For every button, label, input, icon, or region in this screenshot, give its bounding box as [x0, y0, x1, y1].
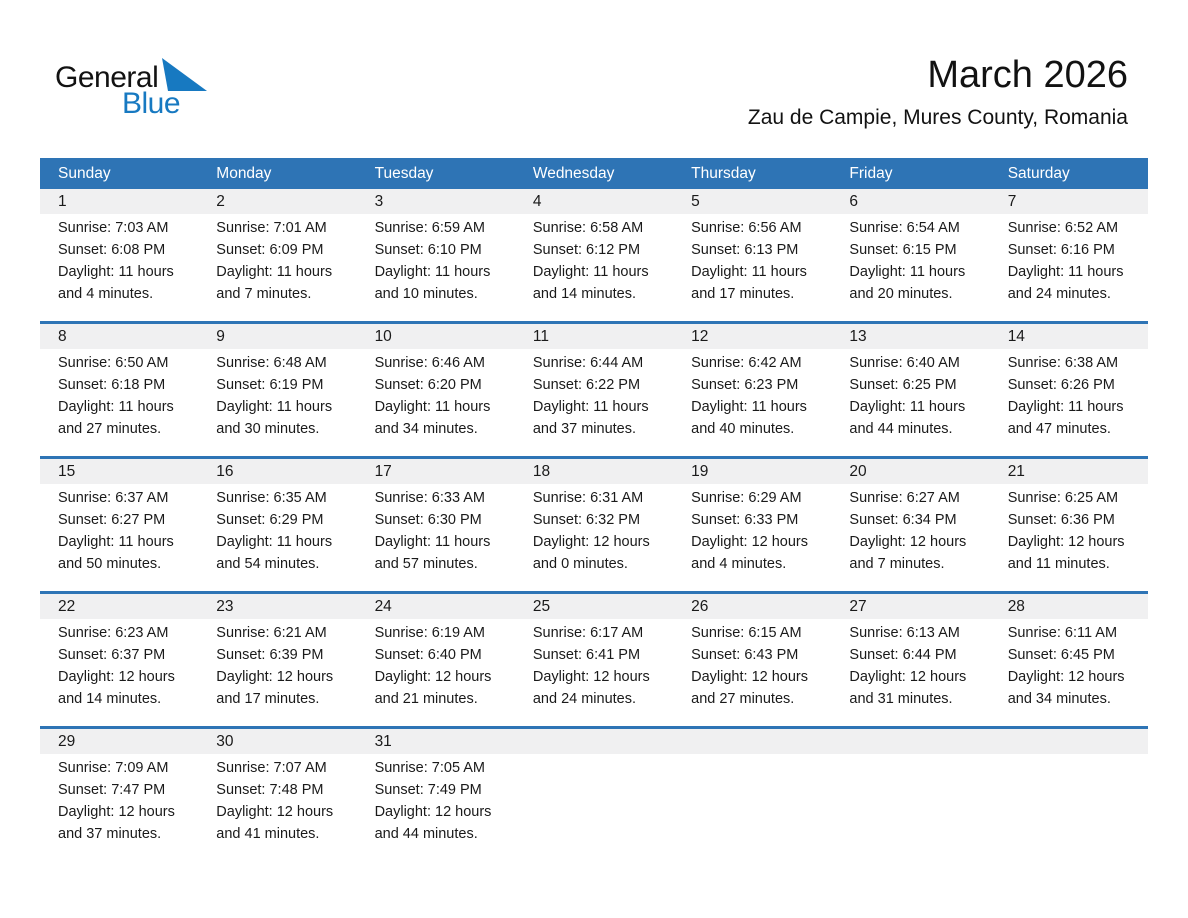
sunset-text: Sunset: 6:16 PM: [1007, 242, 1115, 258]
daylight-hours-text: Daylight: 12 hours: [532, 534, 650, 550]
day-number: 13: [849, 327, 867, 345]
empty-day-cell: [515, 754, 673, 861]
sunset-text: Sunset: 6:09 PM: [216, 242, 324, 258]
daylight-hours-text: Daylight: 12 hours: [1007, 534, 1125, 550]
sunset-text: Sunset: 6:13 PM: [691, 242, 799, 258]
day-cell-details: [40, 214, 198, 321]
daylight-hours-text: Daylight: 11 hours: [216, 534, 333, 550]
day-cell-details: [515, 349, 673, 456]
day-number: 4: [532, 192, 542, 210]
daylight-hours-text: Daylight: 11 hours: [58, 399, 174, 415]
day-number: 5: [691, 192, 700, 210]
daylight-hours-text: Daylight: 11 hours: [849, 399, 966, 415]
day-cell-details: [990, 349, 1148, 456]
sunrise-text: Sunrise: 6:27 AM: [849, 490, 960, 506]
weekday-header-thursday: Thursday: [691, 164, 756, 182]
daylight-minutes-text: and 41 minutes.: [216, 826, 320, 842]
sunset-text: Sunset: 6:26 PM: [1007, 377, 1115, 393]
daylight-hours-text: Daylight: 11 hours: [691, 399, 807, 415]
daylight-hours-text: Daylight: 11 hours: [532, 399, 649, 415]
daylight-hours-text: Daylight: 11 hours: [374, 534, 491, 550]
day-cell-details: [990, 214, 1148, 321]
calendar-weeks: [40, 189, 1148, 861]
sunset-text: Sunset: 6:25 PM: [849, 377, 957, 393]
day-details-row: [40, 619, 1148, 726]
day-number: 31: [374, 732, 392, 750]
day-cell-details: [673, 349, 831, 456]
daylight-minutes-text: and 4 minutes.: [691, 556, 787, 572]
sunrise-text: Sunrise: 6:33 AM: [374, 490, 485, 506]
sunrise-text: Sunrise: 6:25 AM: [1007, 490, 1119, 506]
daylight-minutes-text: and 54 minutes.: [216, 556, 320, 572]
daylight-minutes-text: and 57 minutes.: [374, 556, 478, 572]
empty-day-cell: [831, 754, 989, 861]
daylight-minutes-text: and 44 minutes.: [374, 826, 478, 842]
day-cell-details: [831, 619, 989, 726]
sunset-text: Sunset: 6:33 PM: [691, 512, 799, 528]
sunrise-text: Sunrise: 6:15 AM: [691, 625, 802, 641]
day-cell-details: [198, 214, 356, 321]
day-number: 27: [849, 597, 867, 615]
day-number: 12: [691, 327, 709, 345]
daylight-minutes-text: and 40 minutes.: [691, 421, 795, 437]
daylight-hours-text: Daylight: 12 hours: [849, 669, 967, 685]
daylight-hours-text: Daylight: 12 hours: [374, 669, 492, 685]
daylight-minutes-text: and 10 minutes.: [374, 286, 478, 302]
week-row: [40, 726, 1148, 861]
daylight-hours-text: Daylight: 12 hours: [216, 669, 334, 685]
day-number: 6: [849, 192, 859, 210]
sunrise-text: Sunrise: 6:54 AM: [849, 220, 960, 236]
daylight-minutes-text: and 50 minutes.: [58, 556, 162, 572]
daylight-minutes-text: and 17 minutes.: [691, 286, 795, 302]
day-number: 24: [374, 597, 392, 615]
sunrise-text: Sunrise: 6:35 AM: [216, 490, 327, 506]
page-subtitle: Zau de Campie, Mures County, Romania: [747, 105, 1128, 129]
day-number: 14: [1007, 327, 1025, 345]
date-number-band: [40, 459, 1148, 484]
daylight-hours-text: Daylight: 12 hours: [374, 804, 492, 820]
sunrise-text: Sunrise: 6:46 AM: [374, 355, 485, 371]
day-cell-details: [673, 214, 831, 321]
date-number-band: [40, 324, 1148, 349]
daylight-hours-text: Daylight: 11 hours: [58, 534, 174, 550]
daylight-minutes-text: and 27 minutes.: [58, 421, 162, 437]
day-number: 23: [216, 597, 234, 615]
daylight-hours-text: Daylight: 12 hours: [691, 534, 808, 550]
day-cell-details: [357, 349, 515, 456]
day-cell-details: [40, 349, 198, 456]
daylight-hours-text: Daylight: 12 hours: [849, 534, 967, 550]
day-number: 11: [532, 327, 549, 345]
sunset-text: Sunset: 6:45 PM: [1007, 647, 1115, 663]
date-number-band: [40, 729, 1148, 754]
daylight-minutes-text: and 21 minutes.: [374, 691, 478, 707]
day-cell-details: [40, 484, 198, 591]
daylight-hours-text: Daylight: 12 hours: [58, 804, 175, 820]
day-number: 2: [216, 192, 225, 210]
day-cell-details: [990, 619, 1148, 726]
day-cell-details: [198, 754, 356, 861]
daylight-hours-text: Daylight: 11 hours: [532, 264, 649, 280]
sunrise-text: Sunrise: 6:23 AM: [58, 625, 169, 641]
daylight-hours-text: Daylight: 12 hours: [691, 669, 808, 685]
week-row: [40, 591, 1148, 726]
sunrise-text: Sunrise: 6:48 AM: [216, 355, 327, 371]
date-number-band: [40, 594, 1148, 619]
daylight-minutes-text: and 24 minutes.: [532, 691, 637, 707]
day-cell-details: [357, 619, 515, 726]
day-details-row: [40, 754, 1148, 861]
weekday-header-tuesday: Tuesday: [374, 164, 434, 182]
weekday-header-sunday: Sunday: [58, 164, 111, 182]
empty-day-cell: [990, 754, 1148, 861]
daylight-minutes-text: and 7 minutes.: [849, 556, 945, 572]
empty-day-cell: [673, 754, 831, 861]
sunset-text: Sunset: 6:10 PM: [374, 242, 482, 258]
day-number: 29: [58, 732, 76, 750]
day-cell-details: [515, 214, 673, 321]
daylight-minutes-text: and 4 minutes.: [58, 286, 154, 302]
daylight-hours-text: Daylight: 11 hours: [849, 264, 966, 280]
daylight-hours-text: Daylight: 12 hours: [58, 669, 175, 685]
sunrise-text: Sunrise: 6:52 AM: [1007, 220, 1119, 236]
sunrise-text: Sunrise: 6:40 AM: [849, 355, 960, 371]
sunset-text: Sunset: 6:32 PM: [532, 512, 641, 528]
sunrise-text: Sunrise: 7:05 AM: [374, 760, 485, 776]
sunset-text: Sunset: 6:40 PM: [374, 647, 482, 663]
week-row: [40, 189, 1148, 321]
daylight-minutes-text: and 34 minutes.: [1007, 691, 1111, 707]
daylight-minutes-text: and 14 minutes.: [58, 691, 162, 707]
day-cell-details: [198, 619, 356, 726]
day-cell-details: [515, 619, 673, 726]
sunrise-text: Sunrise: 6:50 AM: [58, 355, 169, 371]
logo-text-blue: Blue: [122, 87, 181, 120]
sunrise-text: Sunrise: 7:03 AM: [58, 220, 169, 236]
daylight-minutes-text: and 37 minutes.: [58, 826, 162, 842]
sunrise-text: Sunrise: 7:01 AM: [216, 220, 327, 236]
sunrise-text: Sunrise: 6:11 AM: [1007, 625, 1118, 641]
sunset-text: Sunset: 6:39 PM: [216, 647, 324, 663]
sunrise-text: Sunrise: 6:29 AM: [691, 490, 802, 506]
weekday-header-monday: Monday: [216, 164, 272, 182]
weekday-header-saturday: Saturday: [1007, 164, 1070, 182]
day-cell-details: [515, 484, 673, 591]
sunrise-text: Sunrise: 7:07 AM: [216, 760, 327, 776]
sunrise-text: Sunrise: 6:58 AM: [532, 220, 644, 236]
sunset-text: Sunset: 6:15 PM: [849, 242, 957, 258]
sunset-text: Sunset: 6:27 PM: [58, 512, 166, 528]
day-number: 20: [849, 462, 867, 480]
day-number: 1: [58, 192, 67, 210]
sunrise-text: Sunrise: 6:19 AM: [374, 625, 485, 641]
sunrise-text: Sunrise: 6:42 AM: [691, 355, 802, 371]
daylight-minutes-text: and 31 minutes.: [849, 691, 953, 707]
day-details-row: [40, 484, 1148, 591]
sunset-text: Sunset: 6:12 PM: [532, 242, 641, 258]
day-cell-details: [990, 484, 1148, 591]
daylight-minutes-text: and 0 minutes.: [532, 556, 628, 572]
day-cell-details: [831, 349, 989, 456]
sunset-text: Sunset: 7:49 PM: [374, 782, 482, 798]
day-number: 17: [374, 462, 392, 480]
weekday-header-wednesday: Wednesday: [532, 164, 615, 182]
day-number: 26: [691, 597, 709, 615]
week-row: [40, 456, 1148, 591]
daylight-minutes-text: and 47 minutes.: [1007, 421, 1111, 437]
sunrise-text: Sunrise: 6:38 AM: [1007, 355, 1119, 371]
day-number: 8: [58, 327, 67, 345]
day-number: 25: [532, 597, 551, 615]
weekday-header-row: [40, 158, 1148, 189]
sunrise-text: Sunrise: 6:56 AM: [691, 220, 802, 236]
daylight-hours-text: Daylight: 12 hours: [216, 804, 334, 820]
daylight-minutes-text: and 17 minutes.: [216, 691, 320, 707]
day-number: 18: [532, 462, 551, 480]
sunset-text: Sunset: 6:29 PM: [216, 512, 324, 528]
day-number: 28: [1007, 597, 1025, 615]
day-number: 19: [691, 462, 709, 480]
daylight-hours-text: Daylight: 11 hours: [216, 264, 333, 280]
day-number: 30: [216, 732, 234, 750]
daylight-minutes-text: and 24 minutes.: [1007, 286, 1111, 302]
title-block: [748, 55, 1128, 130]
day-number: 7: [1007, 192, 1017, 210]
sunrise-text: Sunrise: 7:09 AM: [58, 760, 169, 776]
sunset-text: Sunset: 6:08 PM: [58, 242, 166, 258]
daylight-hours-text: Daylight: 11 hours: [1007, 399, 1124, 415]
daylight-minutes-text: and 30 minutes.: [216, 421, 320, 437]
day-cell-details: [357, 214, 515, 321]
weekday-header-friday: Friday: [849, 164, 893, 182]
day-cell-details: [198, 484, 356, 591]
daylight-minutes-text: and 27 minutes.: [691, 691, 795, 707]
sunset-text: Sunset: 6:44 PM: [849, 647, 957, 663]
sunrise-text: Sunrise: 6:13 AM: [849, 625, 960, 641]
general-blue-logo: [55, 58, 207, 121]
sunrise-text: Sunrise: 6:17 AM: [532, 625, 644, 641]
page-title: March 2026: [927, 54, 1128, 96]
daylight-hours-text: Daylight: 11 hours: [216, 399, 333, 415]
day-cell-details: [831, 214, 989, 321]
sunrise-text: Sunrise: 6:44 AM: [532, 355, 644, 371]
day-cell-details: [40, 754, 198, 861]
sunset-text: Sunset: 6:22 PM: [532, 377, 641, 393]
sunset-text: Sunset: 6:34 PM: [849, 512, 957, 528]
day-details-row: [40, 214, 1148, 321]
week-row: [40, 321, 1148, 456]
daylight-hours-text: Daylight: 11 hours: [691, 264, 807, 280]
sunset-text: Sunset: 6:20 PM: [374, 377, 482, 393]
daylight-minutes-text: and 14 minutes.: [532, 286, 637, 302]
day-number: 9: [216, 327, 225, 345]
sunset-text: Sunset: 6:36 PM: [1007, 512, 1115, 528]
day-cell-details: [831, 484, 989, 591]
day-cell-details: [357, 484, 515, 591]
sunrise-text: Sunrise: 6:21 AM: [216, 625, 327, 641]
day-cell-details: [673, 484, 831, 591]
day-cell-details: [40, 619, 198, 726]
calendar-table: [40, 158, 1148, 861]
daylight-hours-text: Daylight: 11 hours: [374, 399, 491, 415]
sunset-text: Sunset: 6:18 PM: [58, 377, 166, 393]
sunset-text: Sunset: 6:43 PM: [691, 647, 799, 663]
date-number-band: [40, 189, 1148, 214]
day-cell-details: [357, 754, 515, 861]
daylight-hours-text: Daylight: 11 hours: [1007, 264, 1124, 280]
daylight-minutes-text: and 7 minutes.: [216, 286, 312, 302]
sunset-text: Sunset: 7:47 PM: [58, 782, 166, 798]
day-number: 22: [58, 597, 76, 615]
daylight-hours-text: Daylight: 11 hours: [58, 264, 174, 280]
day-details-row: [40, 349, 1148, 456]
daylight-hours-text: Daylight: 12 hours: [1007, 669, 1125, 685]
sunrise-text: Sunrise: 6:59 AM: [374, 220, 485, 236]
sunset-text: Sunset: 6:23 PM: [691, 377, 799, 393]
daylight-minutes-text: and 11 minutes.: [1007, 556, 1110, 572]
sunrise-text: Sunrise: 6:31 AM: [532, 490, 644, 506]
sunrise-text: Sunrise: 6:37 AM: [58, 490, 169, 506]
day-number: 10: [374, 327, 392, 345]
daylight-hours-text: Daylight: 11 hours: [374, 264, 491, 280]
day-cell-details: [673, 619, 831, 726]
daylight-hours-text: Daylight: 12 hours: [532, 669, 650, 685]
daylight-minutes-text: and 37 minutes.: [532, 421, 637, 437]
daylight-minutes-text: and 34 minutes.: [374, 421, 478, 437]
sunset-text: Sunset: 6:19 PM: [216, 377, 324, 393]
day-cell-details: [198, 349, 356, 456]
sunset-text: Sunset: 7:48 PM: [216, 782, 324, 798]
sunset-text: Sunset: 6:30 PM: [374, 512, 482, 528]
day-number: 3: [374, 192, 384, 210]
day-number: 15: [58, 462, 76, 480]
logo-text-general: General: [55, 61, 159, 94]
day-number: 16: [216, 462, 234, 480]
daylight-minutes-text: and 44 minutes.: [849, 421, 953, 437]
sunset-text: Sunset: 6:37 PM: [58, 647, 166, 663]
sunset-text: Sunset: 6:41 PM: [532, 647, 641, 663]
day-number: 21: [1007, 462, 1025, 480]
daylight-minutes-text: and 20 minutes.: [849, 286, 953, 302]
